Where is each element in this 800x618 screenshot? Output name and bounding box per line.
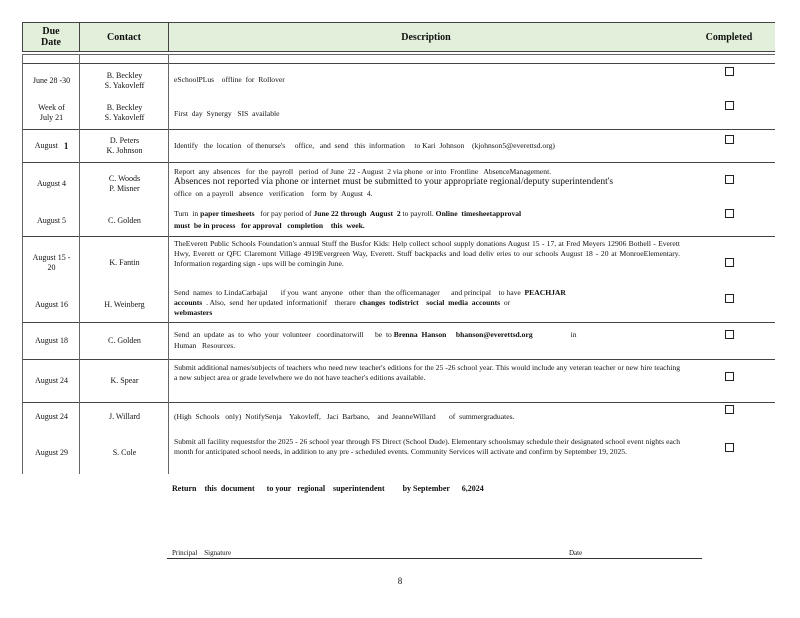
completed-checkbox[interactable] (725, 443, 734, 452)
completed-checkbox[interactable] (725, 258, 734, 267)
contact: S. Cole (112, 448, 137, 457)
header-description: Description (168, 23, 683, 51)
task-description: Human Resources. (174, 341, 236, 350)
return-instruction: Return this document to your regional superintendent by September 6,2024 (172, 484, 484, 493)
task-description: Send an update as to who your volunteer coordinatorwill be to Brenna Hanson bhanson@everettsd.org in (174, 330, 577, 339)
table-row-group (22, 402, 775, 474)
task-description: Report any absences for the payroll period of June 22 - August 2 via phone or into Frontline AbsenceManagement. (174, 167, 552, 176)
table-row (22, 322, 775, 360)
table-row-group (22, 162, 775, 237)
task-description: must be in process for approval completion this week. (174, 221, 365, 230)
due-date: August 1 (34, 140, 69, 151)
table-header (22, 22, 775, 52)
completed-checkbox[interactable] (725, 67, 734, 76)
contact: K. Fantin (109, 258, 140, 267)
completed-checkbox[interactable] (725, 175, 734, 184)
contact: J. Willard (108, 412, 141, 421)
table-row (22, 129, 775, 163)
task-description: office on a payroll absence verification form by August 4. (174, 189, 373, 198)
due-date: August 15 - 20 (32, 253, 71, 272)
completed-checkbox[interactable] (725, 135, 734, 144)
contact: C. Golden (108, 216, 141, 225)
task-description: TheEverett Public Schools Foundation's annual Stuff the Busfor Kids: Help collect school supply donations August 15 - 17, at Fred Meyers 12906 Bothell - Everett Hwy, Everett or QFC Claremont Village 4919Evergreen Way, Everett. Stuff backpacks and load deliv eries to our schools August 18 - 20 at MonroeElementary. Information regarding sign - ups will be comingin June. (174, 239, 680, 268)
completed-checkbox[interactable] (725, 101, 734, 110)
task-description: Turn in paper timesheets for pay period of June 22 through August 2 to payroll. Online timesheetapproval (174, 209, 522, 218)
task-description: First day Synergy SIS available (174, 109, 280, 118)
header-completed: Completed (705, 31, 753, 43)
table-row-group (22, 63, 775, 130)
contact: B. Beckley S. Yakovleff (104, 103, 145, 122)
contact: H. Weinberg (104, 300, 145, 309)
contact: C. Woods P. Misner (108, 174, 141, 193)
completed-checkbox[interactable] (725, 330, 734, 339)
due-date: August 24 (34, 412, 69, 421)
table-row-group (22, 236, 775, 323)
task-description: eSchoolPLus offline for Rollover (174, 75, 285, 84)
due-date: August 29 (34, 448, 69, 457)
completed-checkbox[interactable] (725, 294, 734, 303)
task-description: Submit additional names/subjects of teachers who need new teacher's editions for the 25 -26 school year. This would include any veteran teacher or new hire teaching a new subject area or grade levelwhere we do not have teacher's editions available. (174, 363, 680, 382)
due-date: August 4 (36, 179, 67, 188)
page-number: 8 (397, 576, 403, 586)
due-date: August 18 (34, 335, 69, 345)
date-label: Date (569, 549, 583, 557)
principal-signature-label: Principal Signature (172, 549, 232, 557)
completed-checkbox[interactable] (725, 209, 734, 218)
signature-line[interactable] (167, 558, 702, 559)
completed-checkbox[interactable] (725, 372, 734, 381)
contact: D. Peters K. Johnson (106, 135, 143, 155)
completed-checkbox[interactable] (725, 405, 734, 414)
task-description: Identify the location of thenurse's office, and send this information to Kari Johnson (kjohnson5@everettsd.org) (174, 141, 555, 150)
header-due-date: Due Date (22, 23, 79, 51)
due-date: June 28 -30 (32, 76, 71, 85)
task-description: (High Schools only) NotifySenja Yakovleff, Jaci Barbano, and JeanneWillard of summergraduates. (174, 412, 515, 421)
contact: K. Spear (110, 375, 139, 385)
header-contact: Contact (79, 23, 168, 51)
task-description: Send names to LindaCarbajal if you want anyone other than the officemanager and principal to have PEACHJAR (174, 288, 566, 297)
task-description: Submit all facility requestsfor the 2025 - 26 school year through FS Direct (School Dude). Elementary schoolsmay schedule their designated school event nights each month for anticipated school needs, in addition to any pre - scheduled events. Community Services will activate and confirm by September 19, 2025. (174, 437, 680, 456)
table-row (22, 359, 775, 403)
task-description: Absences not reported via phone or internet must be submitted to your appropriate regional/deputy superintendent's (174, 177, 614, 187)
contact: B. Beckley S. Yakovleff (104, 71, 145, 90)
due-date: August 5 (36, 216, 67, 225)
due-date: August 16 (34, 300, 69, 309)
task-description: webmasters (174, 308, 213, 317)
due-date: August 24 (34, 375, 69, 385)
contact: C. Golden (108, 335, 141, 345)
due-date: Week of July 21 (38, 103, 65, 122)
task-description: accounts . Also, send her updated informationif therare changes todistrict social media accounts or (174, 298, 511, 307)
